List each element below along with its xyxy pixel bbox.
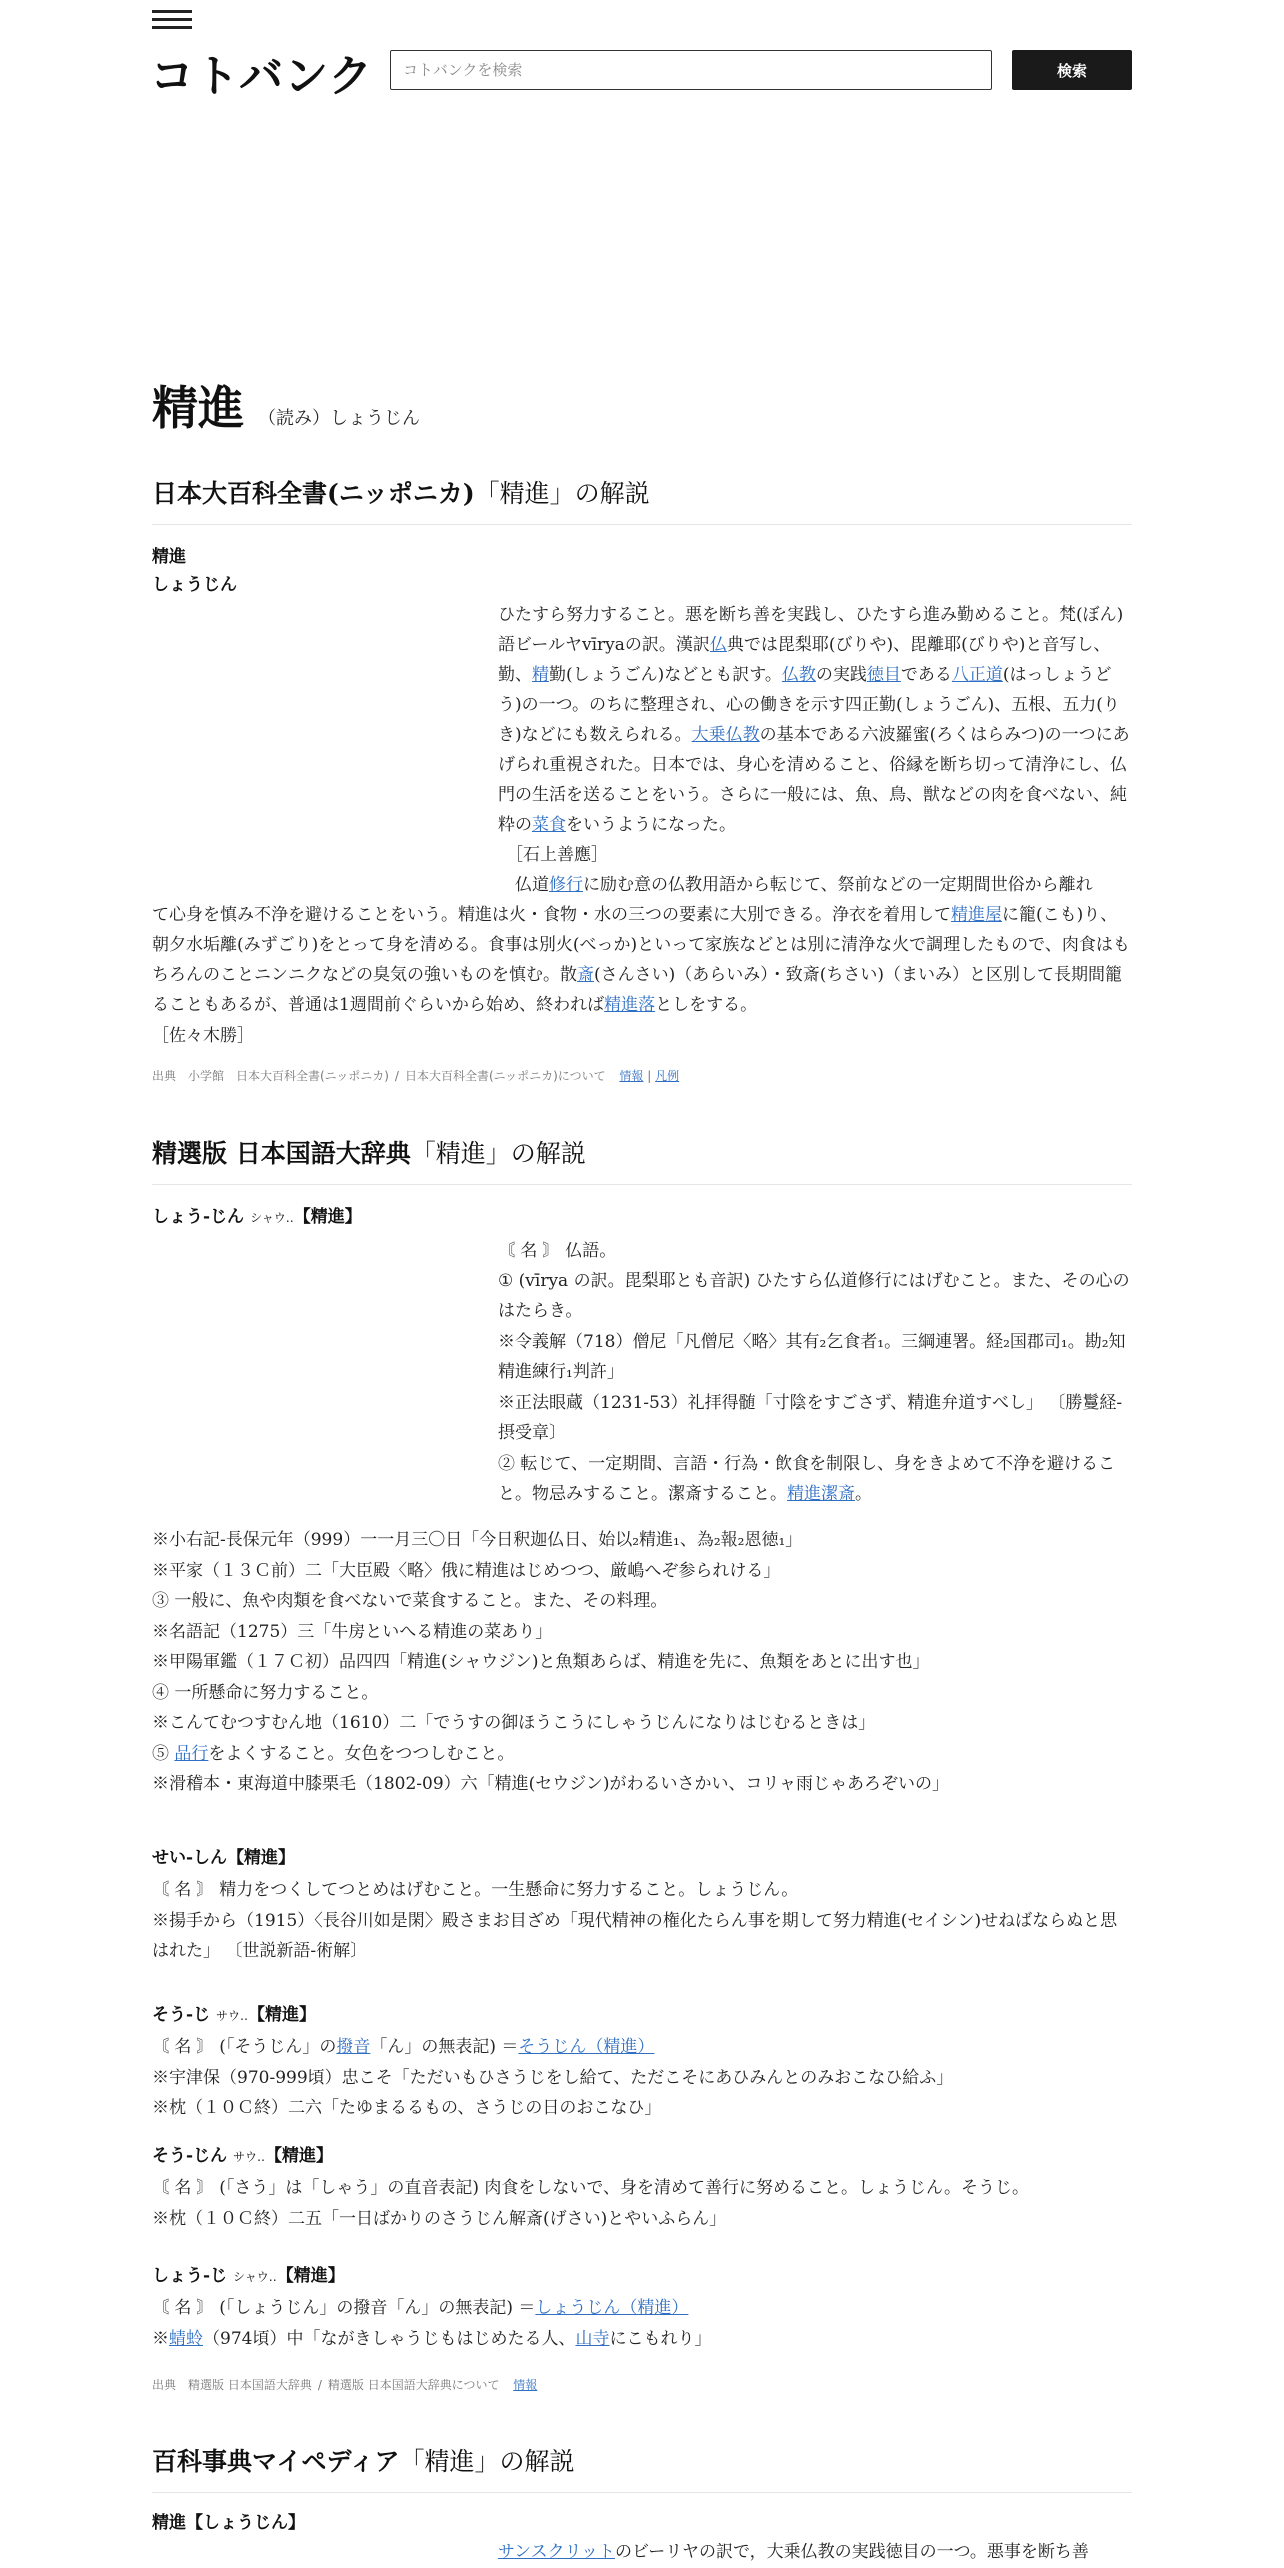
text-segment: ※滑稽本・東海道中膝栗毛（1802‐09）六「精進(セウジン)がわるいさかい、コリャ雨じゃあろぞいの」 [152,1774,949,1794]
sense-line [152,1769,1132,1799]
search-input[interactable] [390,50,992,90]
text-segment: ※令義解（718）僧尼「凡僧尼〈略〉其有₂乞食者₁。三綱連署。経₂国郡司₁。勘₂知精進練行₁判許」 [498,1332,1126,1382]
headword-kana: サウ‥ [215,2009,248,2023]
text-segment: 〘 名 〙 仏語。 [498,1241,617,1261]
section-title-rest: 「精進」の解説 [399,2447,575,2476]
term-link[interactable]: 精進落 [604,995,656,1015]
text-segment: 。 [855,1484,872,1504]
headword-kanji: 【精進】 [227,1848,296,1868]
term-link[interactable]: 精 [532,665,549,685]
text-segment: （974頃）中「ながきしゃうじもはじめたる人、 [203,2328,576,2349]
sense-line [498,1236,1132,1266]
source-about: 日本大百科全書(ニッポニカ)について [404,1069,606,1083]
headword-term: そう‐じん [152,2146,228,2166]
text-segment: て心身を慎み不浄を避けることをいう。精進は火・食物・水の三つの要素に大別できる。浄衣を着用して [152,905,951,925]
section-title-bold: 精選版 日本国語大辞典 [152,1139,411,1168]
headword-term: しょう‐じん [152,1207,245,1227]
headword-kanji: 【精進】 [265,2146,333,2166]
source-legend-link[interactable]: 凡例 [655,1069,680,1083]
section-title-bold: 日本大百科全書(ニッポニカ) [152,479,475,508]
page-title [152,372,420,438]
term-reading: しょうじん [152,575,237,595]
source-prefix: 出典 小学館 日本大百科全書(ニッポニカ) [152,1069,389,1083]
sub-entry-headword [152,1843,295,1868]
term-link[interactable]: 菜食 [532,815,566,835]
sense-line [498,1266,1132,1326]
section-title-rest: 「精進」の解説 [474,479,650,508]
entry-word: 精進 [152,381,244,435]
author-credit: ［石上善應］ [506,845,608,865]
sense-line [152,2204,1132,2234]
text-segment: ※ [152,2328,169,2349]
text-segment: のビーリヤの訳で，大乗仏教の実践徳目の一つ。悪事を断ち善 [614,2542,1089,2562]
entry-reading: （読み）しょうじん [258,408,420,429]
sense-line [152,2093,1132,2123]
text-segment: (はっしょうどう)の一つ。のちに整理され、心の働きを示す四正勤(しょうごん)、五根、五力(りき)などにも数えられる。 [498,665,1120,745]
dictionary-headword [152,1202,362,1227]
term-link[interactable]: 精進屋 [951,905,1002,925]
term-link[interactable]: 精進潔斎 [787,1484,855,1504]
section-heading-mypedia [152,2442,1132,2493]
term-link[interactable]: しょうじん（精進） [535,2298,689,2318]
folk-paragraph [152,900,1132,1020]
text-segment: としをする。 [655,995,758,1015]
text-segment: ※平家（１３Ｃ前）二「大臣殿〈略〉俄に精進はじめつつ、厳嶋へぞ参られける」 [152,1560,781,1581]
term-link[interactable]: 品行 [174,1743,209,1764]
text-segment: 〘 名 〙 (「さう」は「しゃう」の直音表記) 肉食をしないで、身を清めて善行に努めること。しょうじん。そうじ。 [152,2178,1030,2198]
term-link[interactable]: 徳目 [866,665,901,685]
headword-term: そう‐じ [152,2005,211,2025]
text-segment: をいうようになった。 [566,815,736,835]
headword-term: せい‐しん [152,1848,228,1868]
sense-line [152,1586,1132,1616]
sense-line [152,1525,1132,1555]
source-separator: | [647,1069,652,1083]
sense-line [152,2063,1132,2093]
hamburger-menu-icon[interactable] [152,10,192,32]
text-segment: ④ 一所懸命に努力すること。 [152,1682,379,1703]
sense-line [152,1678,1132,1708]
text-segment: ※枕（１０Ｃ終）二五「一日ばかりのさうじん解斎(げさい)とやいふらん」 [152,2208,727,2229]
text-segment: ※名語記（1275）三「牛房といへる精進の菜あり」 [152,1621,553,1642]
text-segment: 仏道 [498,875,549,895]
sense-line [152,1556,1132,1586]
sense-line [498,1449,1132,1509]
sub-entry-headword [152,2261,345,2286]
author-credit: ［佐々木勝］ [152,1026,254,1046]
text-segment: ※正法眼蔵（1231‐53）礼拝得髄「寸陰をすごさず、精進弁道すべし」 〔勝鬘経‐摂受章〕 [498,1393,1123,1443]
sense-line [152,2173,1132,2203]
source-info-link[interactable]: 情報 [513,2378,538,2392]
term-link[interactable]: 八正道 [951,665,1003,685]
folk-paragraph-start [498,870,1132,900]
sense-line [152,1739,1132,1769]
term-link[interactable]: 斎 [577,965,594,985]
source-prefix: 出典 精選版 日本国語大辞典 [152,2378,312,2392]
section-title-rest: 「精進」の解説 [410,1139,586,1168]
text-segment: (さんさい)（あらいみ）・致斎(ちさい)（まいみ）と区別して長期間籠ることもあるが、普通は1週間前ぐらいから始め、終われば [152,965,1123,1015]
text-segment: である [900,665,952,685]
term-link[interactable]: 蜻蛉 [169,2328,203,2349]
search-button[interactable]: 検索 [1012,50,1132,90]
sense-line [152,2293,1132,2323]
text-segment: の実践 [815,665,867,685]
text-segment: ⑤ [152,1743,175,1764]
term-link[interactable]: 仏 [709,635,727,655]
text-segment: 〘 名 〙 (「そうじん」の [152,2037,337,2057]
sense-line [152,1875,1132,1905]
sense-line [152,2324,1132,2354]
text-segment: の基本である六波羅蜜(ろくはらみつ)の一つにあげられ重視された。日本では、身心を清めること、俗縁を断ち切って清浄にし、仏門の生活を送ることをいう。さらに一般には、魚、鳥、獣などの肉を食べない、純粋の [498,725,1130,835]
text-segment: をよくすること。女色をつつしむこと。 [208,1743,515,1764]
source-line [152,2376,537,2393]
text-segment: ※枕（１０Ｃ終）二六「たゆまるるもの、さうじの日のおこなひ」 [152,2098,662,2118]
text-segment: ひたすら努力すること。悪を断ち善を実践し、ひたすら進み勤めること。梵(ぼん)語ビールヤvīryaの訳。漢訳 [498,605,1124,655]
text-segment: ※こんてむつすむん地（1610）二「でうすの御ほうこうにしゃうじんになりはじむるときは」 [152,1713,876,1733]
site-logo[interactable]: コトバンク [150,51,374,102]
source-line [152,1067,679,1084]
source-info-link[interactable]: 情報 [619,1069,644,1083]
headword-term: しょう‐じ [152,2266,228,2286]
sense-line [152,1906,1132,1966]
text-segment: 典では毘梨耶(びりや)、毘離耶(びりや)と音写し、勤、 [498,635,1111,685]
term-link[interactable]: 大乗仏教 [691,725,760,745]
section-title-bold: 百科事典マイペディア [152,2447,400,2476]
text-segment: 〘 名 〙 (「しょうじん」の撥音「ん」の無表記) ＝ [152,2298,536,2318]
source-separator: / [394,1069,399,1083]
headword-kanji: 【精進】 [276,2266,345,2286]
term-link[interactable]: 仏教 [781,665,816,685]
sense-line [152,1647,1132,1677]
term-headword: 精進【しょうじん】 [152,2513,305,2533]
definition-paragraph [498,600,1132,840]
headword-kana: シャウ‥ [249,1211,294,1225]
source-about: 精選版 日本国語大辞典について [327,2378,500,2392]
term-link[interactable]: 山寺 [575,2328,610,2349]
sense-line [152,1617,1132,1647]
term-link[interactable]: 撥音 [336,2037,371,2057]
sense-line [152,2032,1132,2062]
headword-kanji: 【精進】 [248,2005,316,2025]
headword-kana: シャウ‥ [232,2270,277,2284]
term-link[interactable]: そうじん（精進） [518,2037,655,2057]
sense-line [152,1708,1132,1738]
text-segment: 〘 名 〙 精力をつくしてつとめはげむこと。一生懸命に努力すること。しょうじん。 [152,1880,799,1900]
source-separator: / [317,2378,322,2392]
sense-line [498,1388,1132,1448]
text-segment: 勤(しょうごん)などとも訳す。 [549,665,782,685]
text-segment: ※揚手から（1915）〈長谷川如是閑〉殿さまお目ざめ「現代精神の権化たらん事を期して努力精進(セイシン)せねばならぬと思はれた」 〔世説新語‐術解〕 [152,1910,1118,1961]
headword-kana: サウ‥ [232,2150,265,2164]
text-segment: 「ん」の無表記) ＝ [370,2037,519,2057]
headword-kanji: 【精進】 [293,1207,362,1227]
text-segment: ※甲陽軍鑑（１７Ｃ初）品四四「精進(シャウジン)と魚類あらば、精進を先に、魚類をあとに出す也」 [152,1652,930,1672]
term-link[interactable]: サンスクリット [498,2542,615,2562]
sub-entry-headword [152,2141,333,2166]
term-headword: 精進 [152,547,186,567]
section-heading-nipponica [152,474,1132,525]
section-heading-kokugo [152,1134,1132,1185]
text-segment: ※小右記‐長保元年（999）一一月三〇日「今日釈迦仏日、始以₂精進₁、為₂報₂恩徳₁」 [152,1530,803,1550]
term-link[interactable]: 修行 [549,875,583,895]
sub-entry-headword [152,2000,316,2025]
definition-paragraph [498,2537,1138,2567]
text-segment: にこもれり」 [609,2328,712,2349]
text-segment: に籠(こも)り、朝夕水垢離(みずごり)をとって身を清める。食事は別火(べっか)といって家族などとは別に清浄な火で調理したもので、肉食はもちろんのことニンニクなどの臭気の強いものを慎む。散 [152,905,1130,985]
text-segment: ※宇津保（970‐999頃）忠こそ「ただいもひさうじをし給て、ただこそにあひみんとのみおこなひ給ふ」 [152,2067,954,2088]
sense-line [498,1327,1132,1387]
text-segment: ③ 一般に、魚や肉類を食べないで菜食すること。また、その料理。 [152,1591,668,1611]
text-segment: に励む意の仏教用語から転じて、祭前などの一定期間世俗から離れ [583,875,1093,895]
text-segment: ② 転じて、一定期間、言語・行為・飲食を制限し、身をきよめて不浄を避けること。物忌みすること。潔斎すること。 [498,1454,1116,1504]
text-segment: ① (vīrya の訳。毘梨耶とも音訳) ひたすら仏道修行にはげむこと。また、その心のはたらき。 [498,1271,1130,1321]
